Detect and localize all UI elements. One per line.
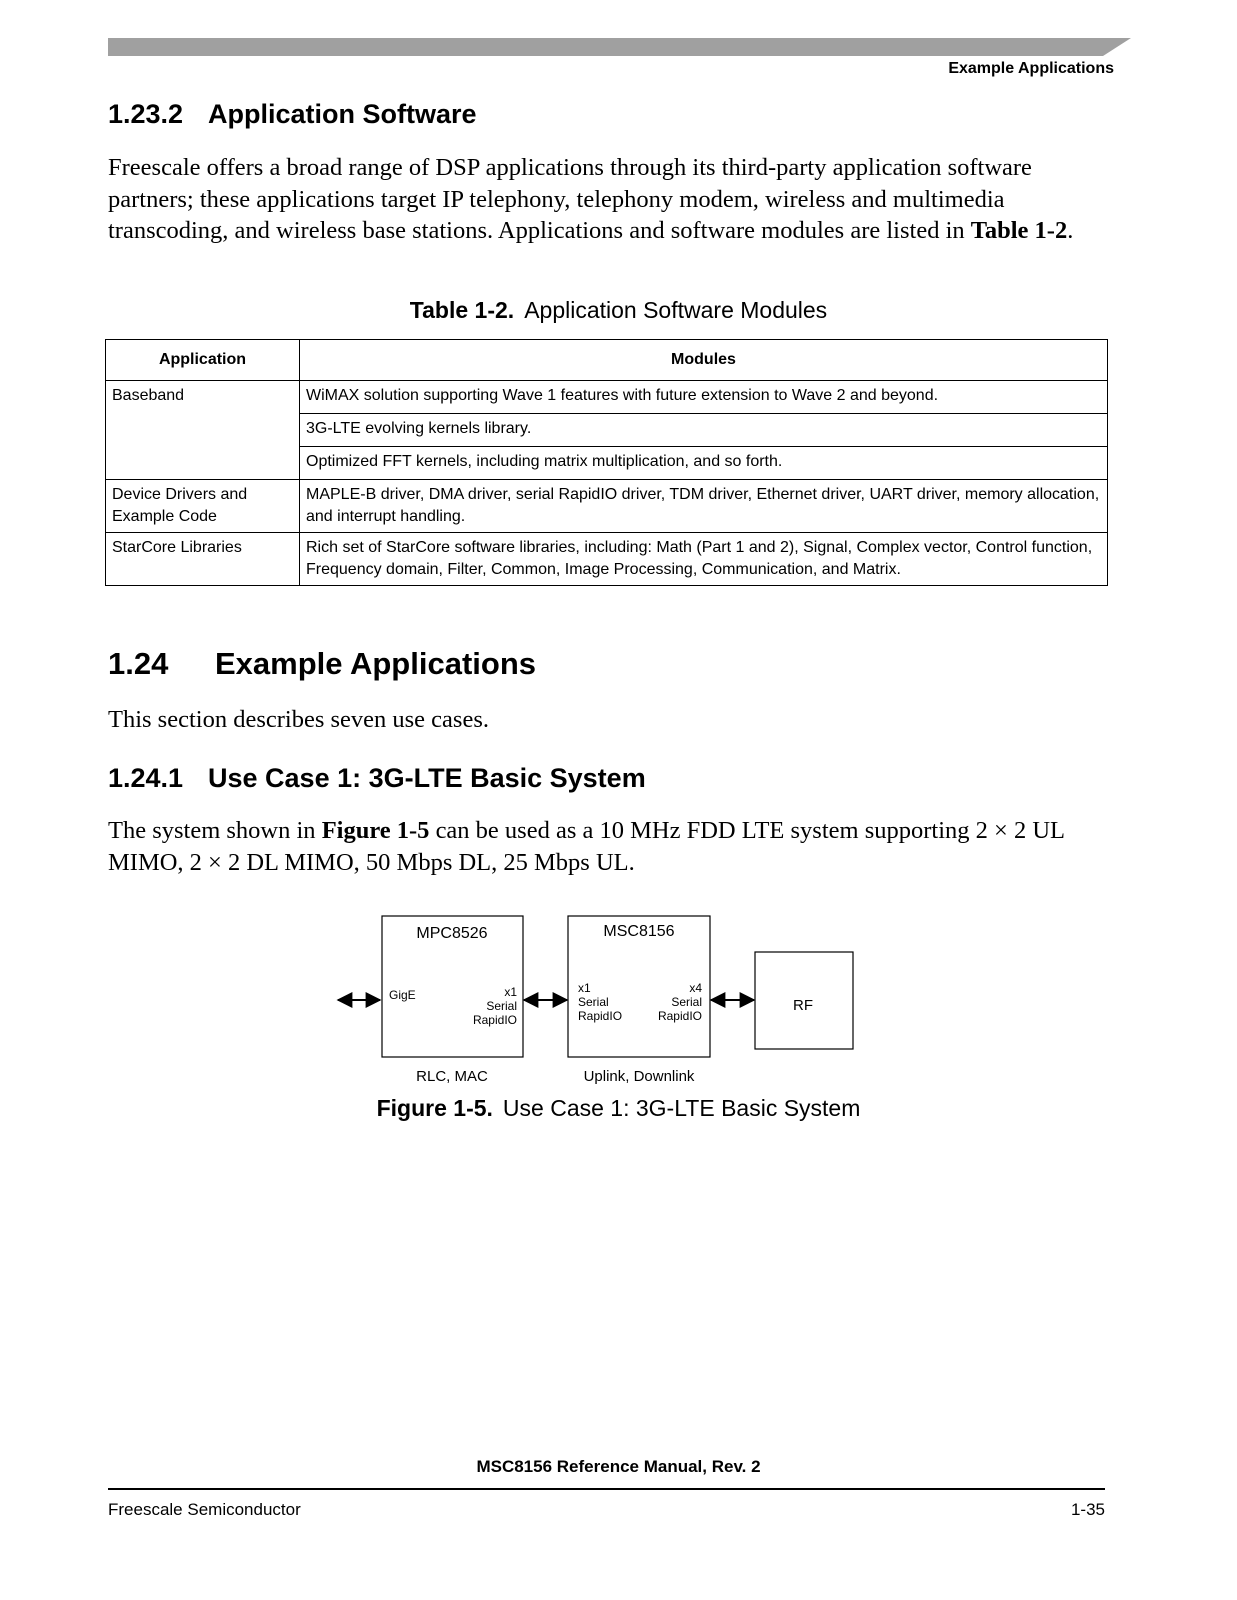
msc-left-port-label: x1 xyxy=(578,981,591,995)
mpc-port-label: Serial xyxy=(486,999,517,1013)
section-number: 1.24.1 xyxy=(108,763,184,793)
footer-company: Freescale Semiconductor xyxy=(108,1500,301,1519)
section-number: 1.23.2 xyxy=(108,99,184,129)
mpc8526-function-label: RLC, MAC xyxy=(416,1068,488,1085)
msc-left-port-label: Serial xyxy=(578,995,609,1009)
table-cell-module: 3G-LTE evolving kernels library. xyxy=(300,414,1108,447)
table-cell-application: Device Drivers and Example Code xyxy=(106,480,300,533)
figure-caption xyxy=(0,1095,1237,1122)
figure-caption-label: Figure 1-5. xyxy=(376,1095,493,1121)
msc-left-port-label: RapidIO xyxy=(578,1009,623,1023)
paragraph-use-cases: This section describes seven use cases. xyxy=(108,706,489,733)
table-cell-application: StarCore Libraries xyxy=(106,533,300,586)
column-header-application: Application xyxy=(106,340,300,381)
table-cell-application: Baseband xyxy=(106,381,300,480)
gige-label: GigE xyxy=(389,988,416,1002)
msc8156-label: MSC8156 xyxy=(603,923,675,940)
paragraph-text: can be used as a 10 MHz FDD LTE system supporting 2 × 2 UL MIMO, 2 × 2 DL MIMO, 50 Mbps DL, 25 Mbps UL. xyxy=(108,817,1065,876)
mpc-port-label: x1 xyxy=(504,985,517,999)
footer-page-number: 1-35 xyxy=(1070,1500,1105,1519)
msc-right-port-label: RapidIO xyxy=(657,1009,702,1023)
msc-right-port-label: x4 xyxy=(689,981,702,995)
table-caption-title: Application Software Modules xyxy=(524,297,828,323)
section-title: Application Software xyxy=(208,99,477,129)
running-head: Example Applications xyxy=(948,60,1114,77)
footer-manual-title: MSC8156 Reference Manual, Rev. 2 xyxy=(476,1457,761,1476)
paragraph-text: The system shown in xyxy=(108,817,322,844)
rf-label: RF xyxy=(793,997,813,1014)
figure-reference-link[interactable]: Figure 1-5 xyxy=(321,817,430,844)
msc-right-port-label: Serial xyxy=(671,995,702,1009)
table-cell-module: MAPLE-B driver, DMA driver, serial RapidIO driver, TDM driver, Ethernet driver, UART driver, memory allocation, and interrupt handling. xyxy=(300,480,1108,533)
table-caption-label: Table 1-2. xyxy=(409,297,515,323)
section-title: Example Applications xyxy=(215,646,536,681)
mpc8526-label: MPC8526 xyxy=(416,925,488,942)
table-cell-module: Optimized FFT kernels, including matrix multiplication, and so forth. xyxy=(300,447,1108,480)
table-reference-link[interactable]: Table 1-2 xyxy=(970,217,1068,244)
footer-rule xyxy=(108,1488,1105,1490)
section-number: 1.24 xyxy=(108,646,169,681)
table-cell-module: Rich set of StarCore software libraries, including: Math (Part 1 and 2), Signal, Complex vector, Control function, Frequency domain, Filter, Common, Image Processing, Communication, and Matrix. xyxy=(300,533,1108,586)
paragraph-text: Freescale offers a broad range of DSP applications through its third-party application software partners; these applications target IP telephony, telephony modem, wireless and multimedia transcoding, and wireless base stations. Applications and software modules are listed in xyxy=(108,154,1032,244)
section-title: Use Case 1: 3G-LTE Basic System xyxy=(208,763,646,793)
mpc-port-label: RapidIO xyxy=(472,1013,517,1027)
paragraph-end: . xyxy=(1067,217,1074,244)
msc8156-function-label: Uplink, Downlink xyxy=(583,1068,695,1085)
column-header-modules: Modules xyxy=(300,340,1108,381)
figure-caption-title: Use Case 1: 3G-LTE Basic System xyxy=(502,1095,861,1121)
table-cell-module: WiMAX solution supporting Wave 1 features with future extension to Wave 2 and beyond. xyxy=(300,381,1108,414)
